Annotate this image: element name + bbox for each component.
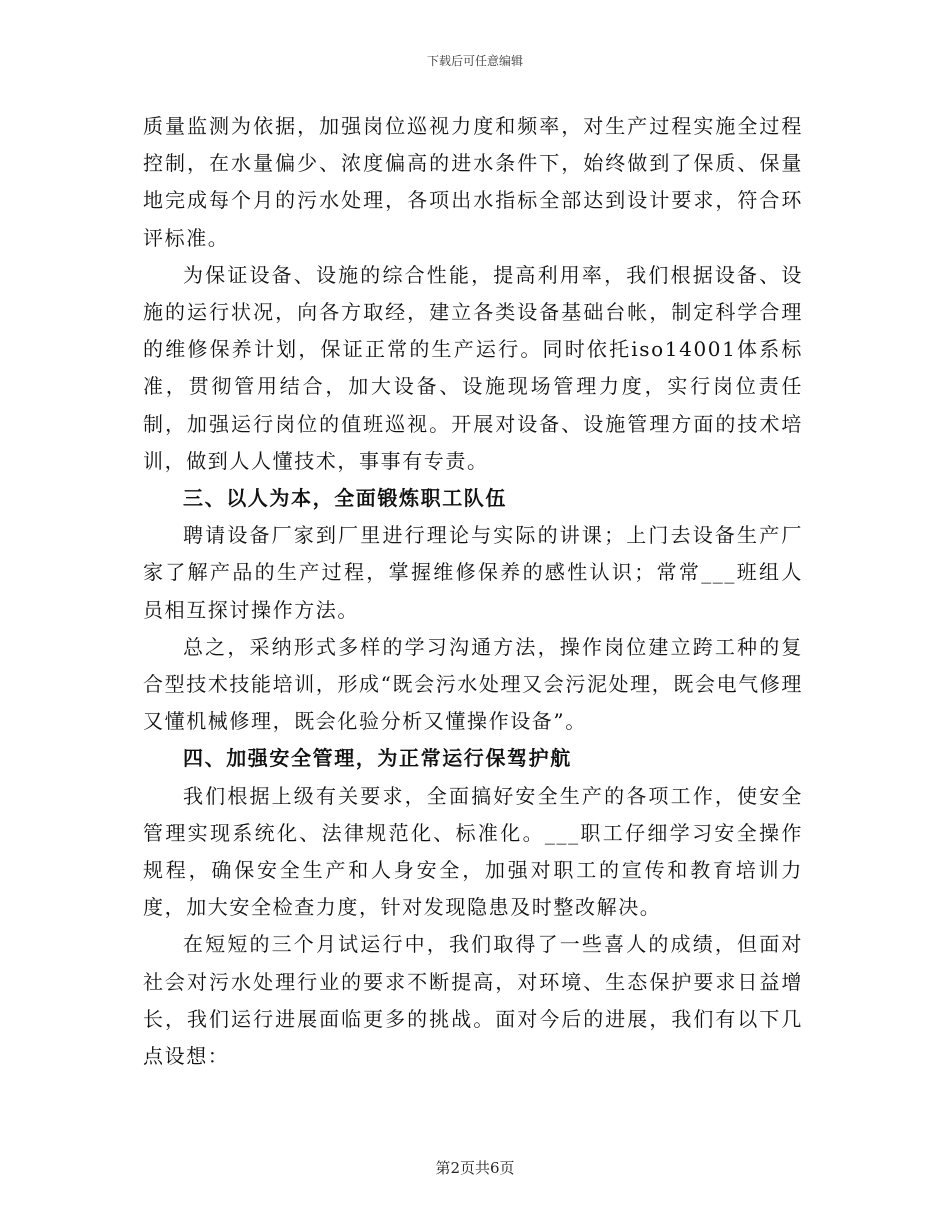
page-header: 下载后可任意编辑 [426,54,523,68]
paragraph-equipment-maintenance: 为保证设备、设施的综合性能，提高利用率，我们根据设备、设施的运行状况，向各方取经，建立各类设备基础台帐，制定科学合理的维修保养计划，保证正常的生产运行。同时依托iso14001体系标准，贯彻管用结合，加大设备、设施现场管理力度，实行岗位责任制，加强运行岗位的值班巡视。开展对设备、设施管理方面的技术培训，做到人人懂技术，事事有专责。 [143,262,803,473]
paragraph-safety-work: 我们根据上级有关要求，全面搞好安全生产的各项工作，使安全管理实现系统化、法律规范化、标准化。___职工仔细学习安全操作规程，确保安全生产和人身安全，加强对职工的宣传和教育培训力度，加大安全检查力度，针对发现隐患及时整改解决。 [143,783,803,920]
paragraph-quality-monitoring: 质量监测为依据，加强岗位巡视力度和频率，对生产过程实施全过程控制，在水量偏少、浓度偏高的进水条件下，始终做到了保质、保量地完成每个月的污水处理，各项出水指标全部达到设计要求，符合环评标准。 [143,114,803,250]
paragraph-training-lectures: 聘请设备厂家到厂里进行理论与实际的讲课；上门去设备生产厂家了解产品的生产过程，掌握维修保养的感性认识；常常___班组人员相互探讨操作方法。 [143,523,803,622]
paragraph-outlook: 在短短的三个月试运行中，我们取得了一些喜人的成绩，但面对社会对污水处理行业的要求不断提高，对环境、生态保护要求日益增长，我们运行进展面临更多的挑战。面对今后的进展，我们有以下几点设想： [143,932,803,1069]
section-heading-staff-training: 三、以人为本，全面锻炼职工队伍 [183,486,507,511]
document-body [143,108,803,1075]
page-number: 第2页共6页 [435,1159,515,1177]
section-heading-safety-management: 四、加强安全管理，为正常运行保驾护航 [183,746,572,771]
paragraph-training-summary: 总之，采纳形式多样的学习沟通方法，操作岗位建立跨工种的复合型技术技能培训，形成“既会污水处理又会污泥处理，既会电气修理又懂机械修理，既会化验分析又懂操作设备”。 [143,634,803,734]
